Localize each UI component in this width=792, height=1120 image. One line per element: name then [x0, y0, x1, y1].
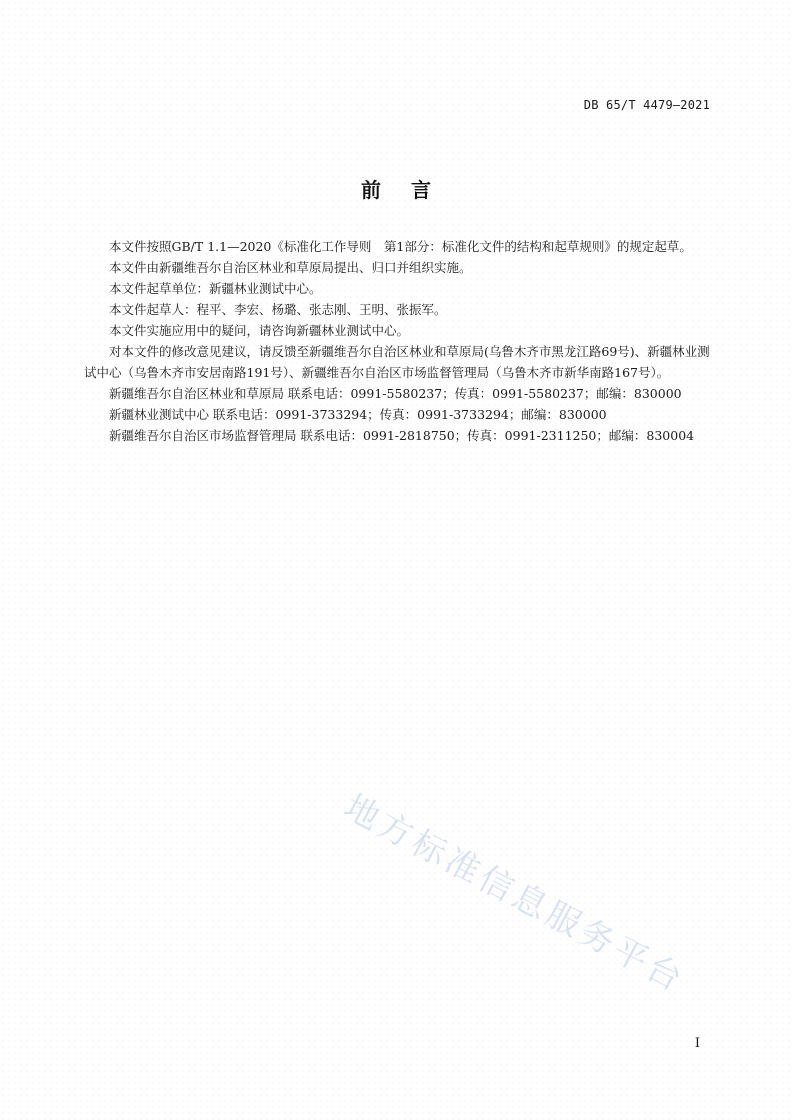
paragraph-proposer: 本文件由新疆维吾尔自治区林业和草原局提出、归口并组织实施。: [109, 260, 472, 275]
page-number: I: [694, 1036, 700, 1051]
contact-testing-center: 新疆林业测试中心 联系电话：0991-3733294；传真：0991-3733294；邮编：830000: [109, 407, 607, 422]
paragraph-drafting-unit: 本文件起草单位：新疆林业测试中心。: [109, 281, 322, 296]
paragraph-feedback: 对本文件的修改意见建议，请反馈至新疆维吾尔自治区林业和草原局(乌鲁木齐市黑龙江路69号)、新疆林业测试中心（乌鲁木齐市安居南路191号）、新疆维吾尔自治区市场监督管理局（乌鲁木齐市新华南路167号）。: [84, 344, 710, 380]
foreword-body: [84, 236, 714, 446]
contact-market-regulation: 新疆维吾尔自治区市场监督管理局 联系电话：0991-2818750；传真：0991-2311250；邮编：830004: [109, 428, 695, 443]
page-title: 前言: [361, 178, 461, 202]
document-code: DB 65/T 4479—2021: [583, 98, 710, 112]
paragraph-inquiries: 本文件实施应用中的疑问，请咨询新疆林业测试中心。: [109, 323, 410, 338]
watermark-text: 地方标准信息服务平台: [337, 787, 692, 1001]
paragraph-drafters: 本文件起草人：程平、李宏、杨璐、张志刚、王明、张振军。: [109, 302, 447, 317]
contact-forestry-bureau: 新疆维吾尔自治区林业和草原局 联系电话：0991-5580237；传真：0991-5580237；邮编：830000: [109, 386, 682, 401]
paragraph-drafting-basis: 本文件按照GB/T 1.1—2020《标准化工作导则 第1部分：标准化文件的结构和起草规则》的规定起草。: [109, 239, 692, 254]
